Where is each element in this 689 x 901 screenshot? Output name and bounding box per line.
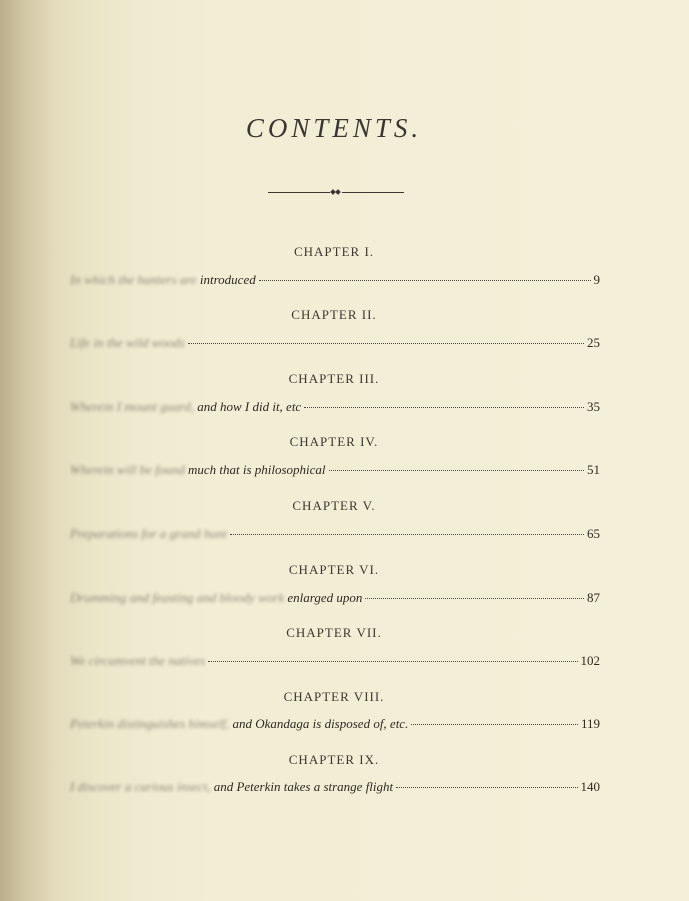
chapter-title: Drumming and feasting and bloody work <box>70 590 285 605</box>
page-number: 102 <box>580 653 600 668</box>
page-number: 35 <box>587 399 600 414</box>
dot-leader <box>259 280 591 281</box>
chapter-title: I discover a curious insect, <box>70 779 211 794</box>
chapter-title-cont: and Okandaga is disposed of, etc. <box>229 716 409 731</box>
chapter-title-cont: introduced <box>196 272 256 287</box>
chapter-title-cont: much that is philosophical <box>184 462 326 477</box>
toc-entry <box>70 399 600 415</box>
toc-entry <box>70 462 600 478</box>
page-number: 119 <box>580 716 600 731</box>
toc-entry <box>70 779 600 795</box>
chapter-title-cont: and Peterkin takes a strange flight <box>210 779 394 794</box>
chapter-heading: CHAPTER VII. <box>286 625 382 640</box>
dot-leader <box>365 598 584 599</box>
toc-entry <box>70 335 600 351</box>
chapter-title: We circumvent the natives <box>70 653 206 668</box>
toc-entry <box>70 526 600 542</box>
page-number: 87 <box>587 590 600 605</box>
toc-entry <box>70 653 600 669</box>
dot-leader <box>188 343 584 344</box>
page-number: 25 <box>587 335 600 350</box>
chapter-title-cont: enlarged upon <box>284 590 363 605</box>
toc-entry <box>70 272 600 288</box>
dot-leader <box>230 534 584 535</box>
chapter-heading: CHAPTER II. <box>291 307 377 322</box>
toc-entry <box>70 716 600 732</box>
chapter-title-cont: and how I did it, etc <box>193 399 302 414</box>
dot-leader <box>329 470 584 471</box>
chapter-title: In which the hunters are <box>70 272 197 287</box>
dot-leader <box>411 724 578 725</box>
page-number: 51 <box>587 462 600 477</box>
page-number: 9 <box>593 272 600 287</box>
chapter-heading: CHAPTER IX. <box>288 752 380 767</box>
chapter-heading: CHAPTER VIII. <box>283 689 385 704</box>
chapter-heading: CHAPTER V. <box>292 498 376 513</box>
chapter-title: Wherein will be found <box>70 462 185 477</box>
dot-leader <box>304 407 584 408</box>
chapter-heading: CHAPTER VI. <box>288 562 380 577</box>
page-number: 65 <box>587 526 600 541</box>
chapter-title: Life in the wild woods <box>70 335 185 350</box>
chapter-heading: CHAPTER III. <box>288 371 380 386</box>
chapter-title: Preparations for a grand hunt <box>70 526 227 541</box>
page-number: 140 <box>580 779 600 794</box>
chapter-title: Wherein I mount guard, <box>70 399 194 414</box>
chapter-heading: CHAPTER IV. <box>289 434 379 449</box>
dot-leader <box>396 787 577 788</box>
toc-entry <box>70 590 600 606</box>
chapter-heading: CHAPTER I. <box>293 244 375 259</box>
ornamental-rule <box>268 190 404 196</box>
chapter-title: Peterkin distinguishes himself, <box>70 716 230 731</box>
page-title: CONTENTS. <box>245 113 423 143</box>
dot-leader <box>208 661 577 662</box>
